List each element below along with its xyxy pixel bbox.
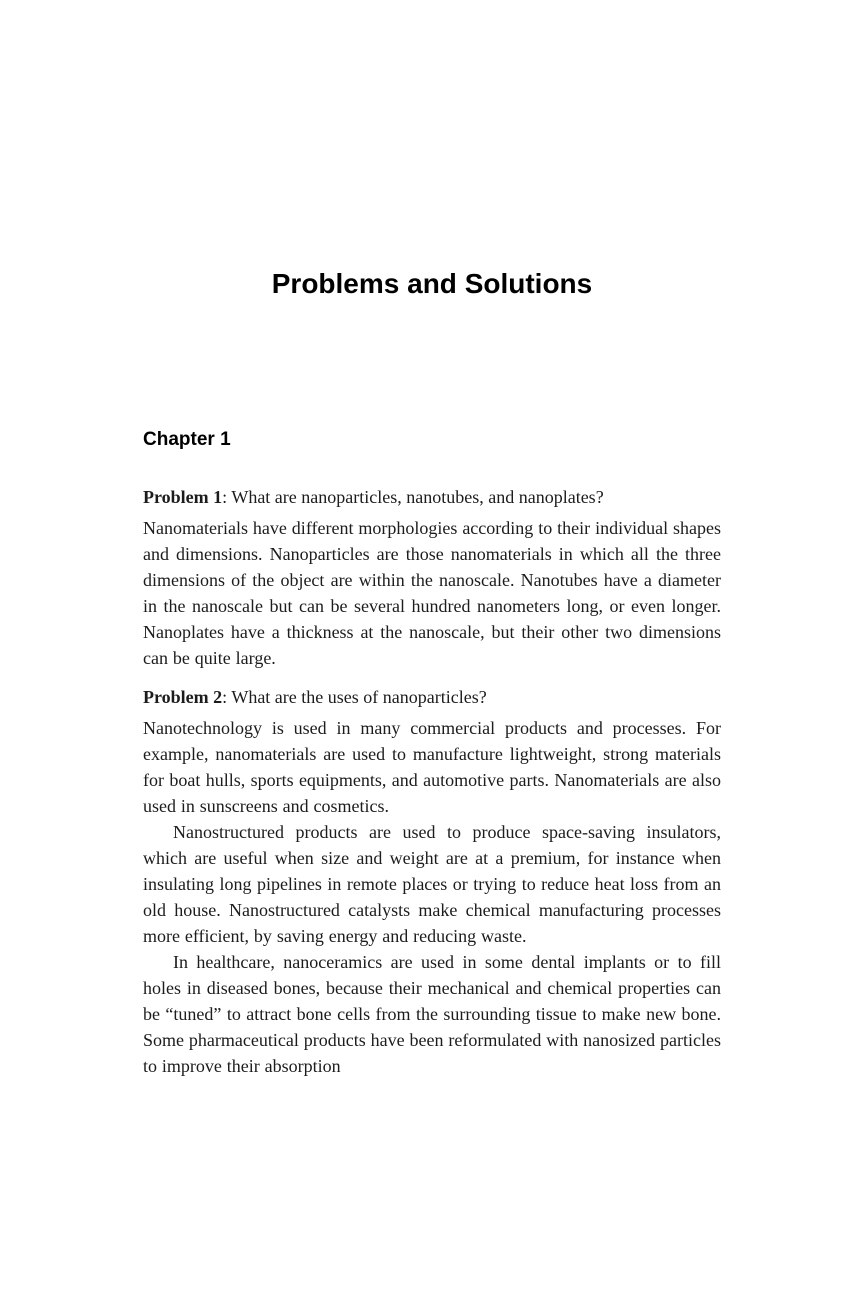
problem-1-question-line [143,484,721,510]
problem-2-answer-paragraph-1: Nanotechnology is used in many commercial products and processes. For example, nanomaterials are used to manufacture lightweight, strong materials for boat hulls, sports equipments, and automotive parts. Nanomaterials are also used in sunscreens and cosmetics. [143,718,721,816]
problem-2-question-line [143,684,721,710]
page-content [143,0,721,1079]
problem-2-section [143,684,721,1079]
problem-2-label: Problem 2 [143,687,223,707]
page-title: Problems and Solutions [271,268,593,299]
problem-2-answer-paragraph-2: Nanostructured products are used to produce space-saving insulators, which are useful when size and weight are at a premium, for instance when insulating long pipelines in remote places or trying to reduce heat loss from an old house. Nanostructured catalysts make chemical manufacturing processes more efficient, by saving energy and reducing waste. [143,822,721,946]
problem-2-answer-paragraph-3: In healthcare, nanoceramics are used in some dental implants or to fill holes in diseased bones, because their mechanical and chemical properties can be “tuned” to attract bone cells from the surrounding tissue to make new bone. Some pharmaceutical products have been reformulated with nanosized particles to improve their absorption [143,952,721,1076]
chapter-heading: Chapter 1 [143,429,231,450]
problem-1-section [143,484,721,671]
problem-1-question-text: : What are nanoparticles, nanotubes, and nanoplates? [222,487,604,507]
problem-1-answer-paragraph: Nanomaterials have different morphologies according to their individual shapes and dimensions. Nanoparticles are those nanomaterials in which all the three dimensions of the object are within the nanoscale. Nanotubes have a diameter in the nanoscale but can be several hundred nanometers long, or even longer. Nanoplates have a thickness at the nanoscale, but their other two dimensions can be quite large. [143,518,721,668]
problem-1-label: Problem 1 [143,487,223,507]
problem-2-question-text: : What are the uses of nanoparticles? [222,687,487,707]
